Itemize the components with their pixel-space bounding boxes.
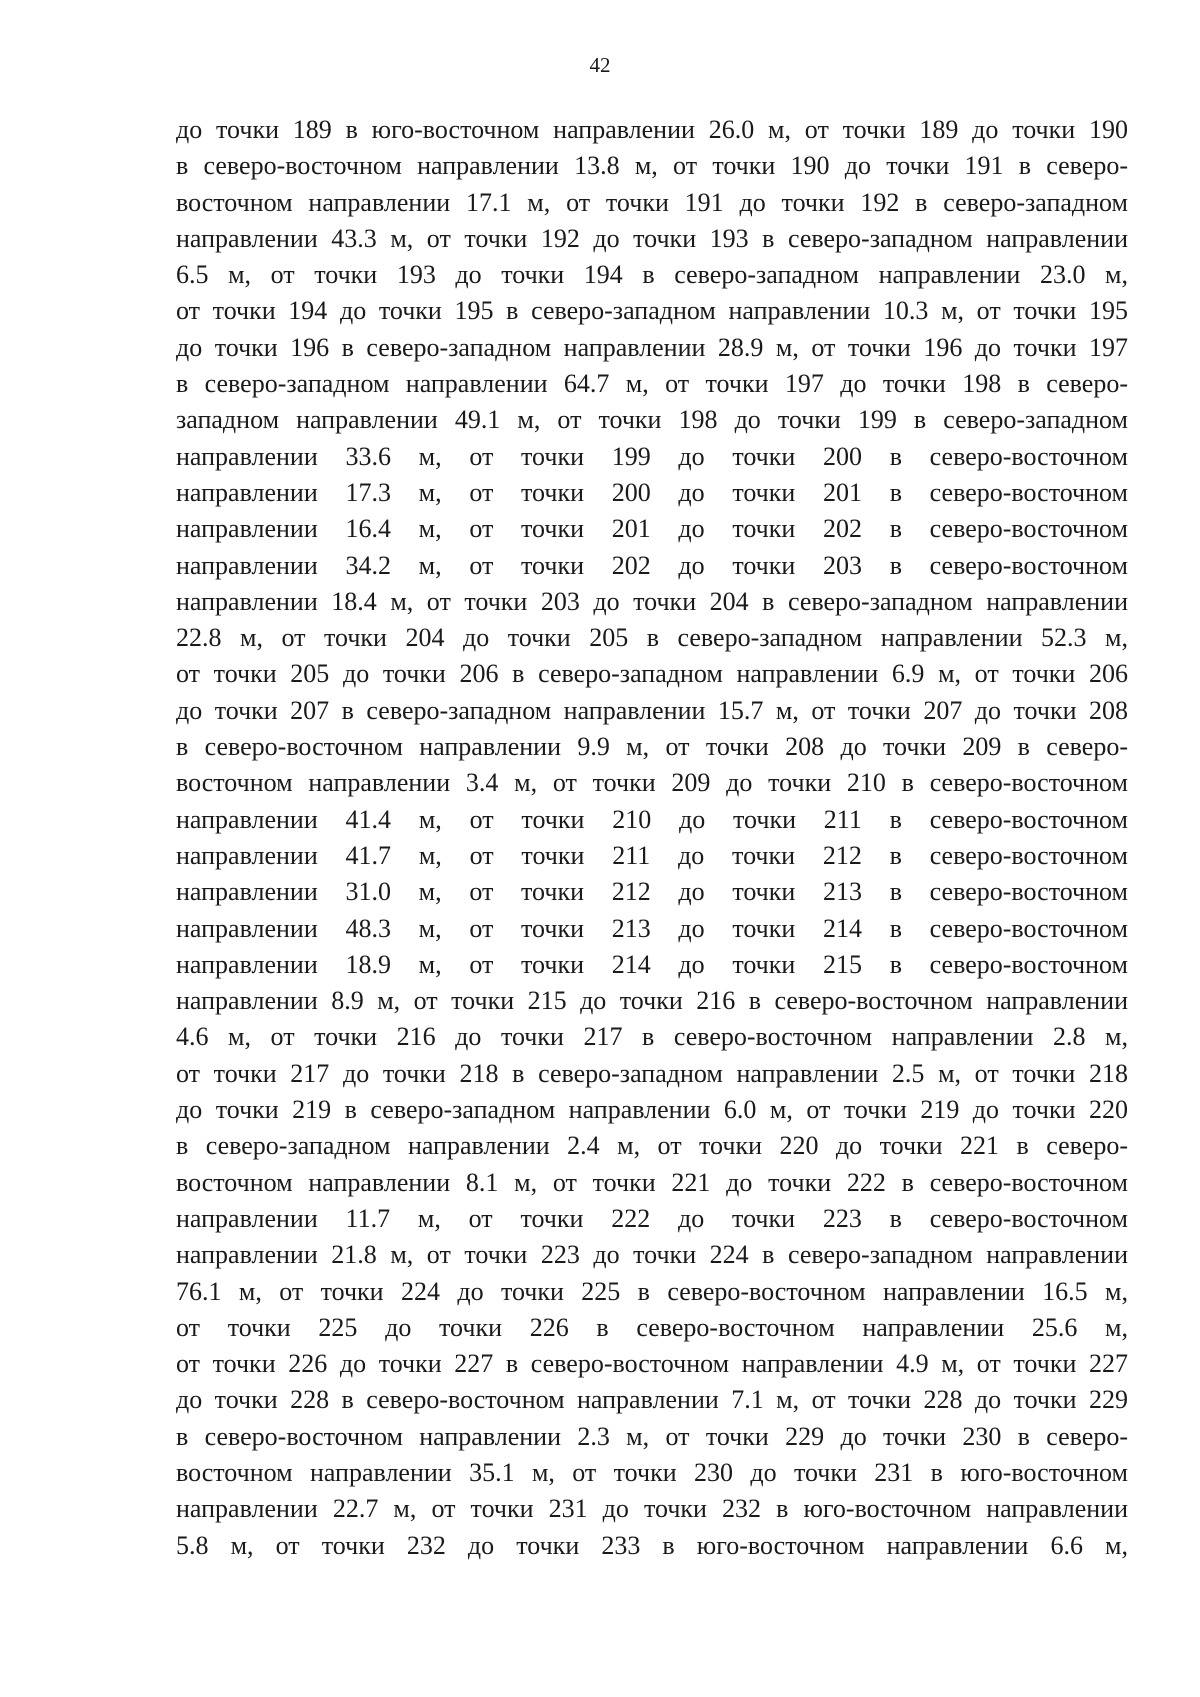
text-line: направлении 18.9 м, от точки 214 до точки 215 в северо-восточном — [176, 949, 1128, 979]
text-line: в северо-западном направлении 2.4 м, от точки 220 до точки 221 в северо- — [176, 1131, 1128, 1161]
text-line: направлении 33.6 м, от точки 199 до точки 200 в северо-восточном — [176, 441, 1128, 471]
text-line: от точки 217 до точки 218 в северо-западном направлении 2.5 м, от точки 218 — [176, 1058, 1128, 1088]
text-line: до точки 207 в северо-западном направлении 15.7 м, от точки 207 до точки 208 — [176, 695, 1128, 725]
text-line: в северо-восточном направлении 13.8 м, от точки 190 до точки 191 в северо- — [176, 151, 1128, 181]
body-text — [176, 112, 1128, 1564]
text-line: до точки 196 в северо-западном направлении 28.9 м, от точки 196 до точки 197 — [176, 332, 1128, 362]
text-line: направлении 11.7 м, от точки 222 до точки 223 в северо-восточном — [176, 1203, 1128, 1233]
text-line: направлении 43.3 м, от точки 192 до точки 193 в северо-западном направлении — [176, 223, 1128, 253]
text-line: направлении 18.4 м, от точки 203 до точки 204 в северо-западном направлении — [176, 586, 1128, 616]
text-line: направлении 34.2 м, от точки 202 до точки 203 в северо-восточном — [176, 550, 1128, 580]
page-number: 42 — [589, 53, 611, 77]
text-line: направлении 31.0 м, от точки 212 до точки 213 в северо-восточном — [176, 877, 1128, 907]
text-line: направлении 17.3 м, от точки 200 до точки 201 в северо-восточном — [176, 477, 1128, 507]
text-line: в северо-восточном направлении 9.9 м, от точки 208 до точки 209 в северо- — [176, 732, 1128, 762]
text-line: до точки 228 в северо-восточном направлении 7.1 м, от точки 228 до точки 229 — [176, 1385, 1128, 1415]
text-line: 76.1 м, от точки 224 до точки 225 в северо-восточном направлении 16.5 м, — [176, 1276, 1128, 1306]
text-line: восточном направлении 8.1 м, от точки 221 до точки 222 в северо-восточном — [176, 1167, 1128, 1197]
text-line: направлении 22.7 м, от точки 231 до точки 232 в юго-восточном направлении — [176, 1494, 1128, 1524]
text-line: до точки 189 в юго-восточном направлении 26.0 м, от точки 189 до точки 190 — [176, 115, 1128, 144]
text-line: 22.8 м, от точки 204 до точки 205 в северо-западном направлении 52.3 м, — [176, 623, 1128, 653]
text-line: от точки 226 до точки 227 в северо-восточном направлении 4.9 м, от точки 227 — [176, 1349, 1128, 1379]
text-line: в северо-западном направлении 64.7 м, от точки 197 до точки 198 в северо- — [176, 369, 1128, 399]
text-line: направлении 21.8 м, от точки 223 до точки 224 в северо-западном направлении — [176, 1240, 1128, 1270]
text-line: до точки 219 в северо-западном направлении 6.0 м, от точки 219 до точки 220 — [176, 1095, 1128, 1125]
text-line: 4.6 м, от точки 216 до точки 217 в северо-восточном направлении 2.8 м, — [176, 1022, 1128, 1052]
text-line: в северо-восточном направлении 2.3 м, от точки 229 до точки 230 в северо- — [176, 1421, 1128, 1451]
text-line: восточном направлении 35.1 м, от точки 230 до точки 231 в юго-восточном — [176, 1457, 1128, 1487]
text-line: 5.8 м, от точки 232 до точки 233 в юго-восточном направлении 6.6 м, — [176, 1530, 1128, 1560]
text-line: 6.5 м, от точки 193 до точки 194 в северо-западном направлении 23.0 м, — [176, 260, 1128, 290]
text-line: направлении 8.9 м, от точки 215 до точки 216 в северо-восточном направлении — [176, 986, 1128, 1016]
text-line: направлении 16.4 м, от точки 201 до точки 202 в северо-восточном — [176, 514, 1128, 544]
text-line: восточном направлении 3.4 м, от точки 209 до точки 210 в северо-восточном — [176, 768, 1128, 798]
text-line: от точки 225 до точки 226 в северо-восточном направлении 25.6 м, — [176, 1312, 1128, 1342]
text-line: направлении 48.3 м, от точки 213 до точки 214 в северо-восточном — [176, 913, 1128, 943]
text-line: восточном направлении 17.1 м, от точки 191 до точки 192 в северо-западном — [176, 187, 1128, 217]
text-line: направлении 41.7 м, от точки 211 до точки 212 в северо-восточном — [176, 840, 1128, 870]
text-line: от точки 194 до точки 195 в северо-западном направлении 10.3 м, от точки 195 — [176, 296, 1128, 326]
text-line: направлении 41.4 м, от точки 210 до точки 211 в северо-восточном — [176, 804, 1128, 834]
text-line: от точки 205 до точки 206 в северо-западном направлении 6.9 м, от точки 206 — [176, 659, 1128, 689]
text-line: западном направлении 49.1 м, от точки 198 до точки 199 в северо-западном — [176, 405, 1128, 435]
